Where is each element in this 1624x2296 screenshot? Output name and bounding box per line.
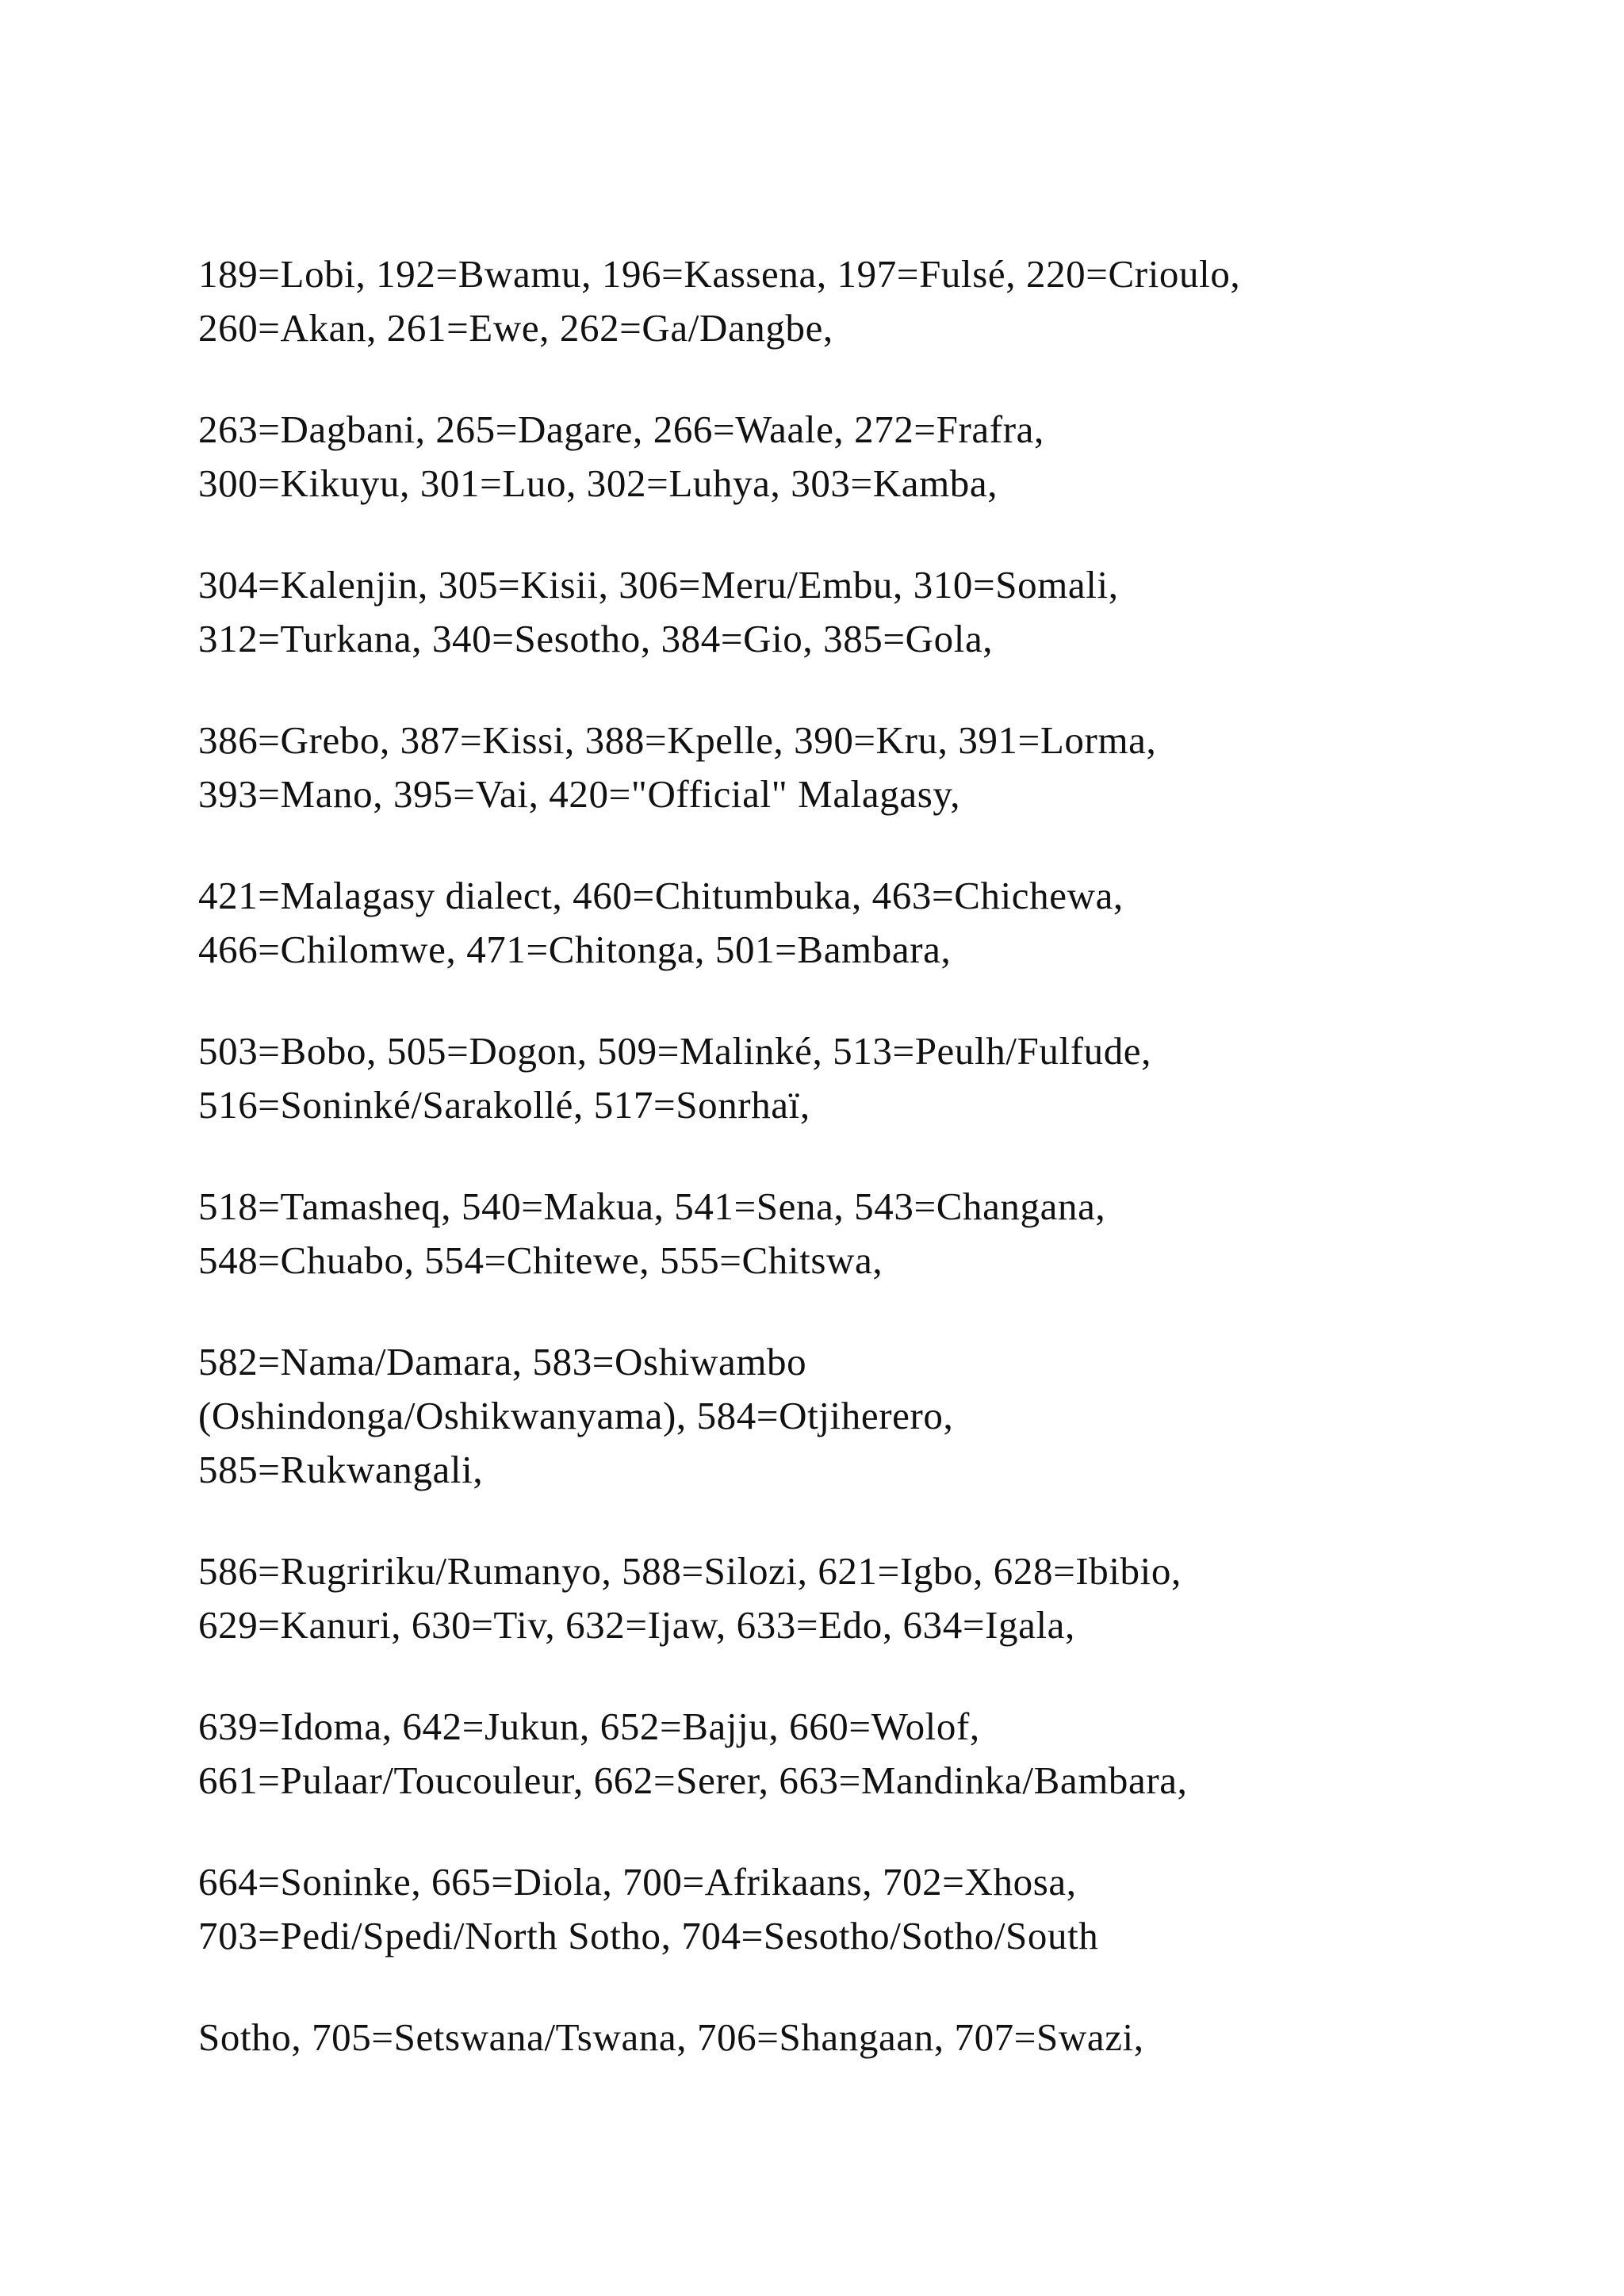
paragraph-11 [198,1855,1546,1963]
text-line: 263=Dagbani, 265=Dagare, 266=Waale, 272=Frafra, [198,408,1044,451]
paragraph-4 [198,714,1546,821]
text-line: 518=Tamasheq, 540=Makua, 541=Sena, 543=Changana, [198,1184,1106,1228]
text-line: 260=Akan, 261=Ewe, 262=Ga/Dangbe, [198,306,833,350]
text-line: 703=Pedi/Spedi/North Sotho, 704=Sesotho/Sotho/South [198,1914,1099,1957]
text-line: 189=Lobi, 192=Bwamu, 196=Kassena, 197=Fulsé, 220=Crioulo, [198,252,1241,296]
paragraph-10 [198,1700,1546,1808]
text-line: 304=Kalenjin, 305=Kisii, 306=Meru/Embu, 310=Somali, [198,563,1119,607]
text-line: 661=Pulaar/Toucouleur, 662=Serer, 663=Mandinka/Bambara, [198,1758,1188,1802]
paragraph-2 [198,403,1546,511]
text-line: 300=Kikuyu, 301=Luo, 302=Luhya, 303=Kamba, [198,461,998,505]
text-line: 639=Idoma, 642=Jukun, 652=Bajju, 660=Wolof, [198,1705,980,1748]
text-line: (Oshindonga/Oshikwanyama), 584=Otjiherero, [198,1394,954,1437]
paragraph-8 [198,1335,1546,1497]
text-line: 664=Soninke, 665=Diola, 700=Afrikaans, 702=Xhosa, [198,1860,1077,1904]
paragraph-6 [198,1024,1546,1132]
text-line: 516=Soninké/Sarakollé, 517=Sonrhaï, [198,1083,810,1127]
text-line: 421=Malagasy dialect, 460=Chitumbuka, 463=Chichewa, [198,874,1124,917]
text-line: 586=Rugririku/Rumanyo, 588=Silozi, 621=Igbo, 628=Ibibio, [198,1549,1182,1593]
text-line: 629=Kanuri, 630=Tiv, 632=Ijaw, 633=Edo, 634=Igala, [198,1603,1075,1647]
text-line: 386=Grebo, 387=Kissi, 388=Kpelle, 390=Kru, 391=Lorma, [198,718,1157,762]
paragraph-1 [198,247,1546,355]
text-line: 393=Mano, 395=Vai, 420="Official" Malagasy, [198,772,961,816]
text-line: 548=Chuabo, 554=Chitewe, 555=Chitswa, [198,1238,883,1282]
text-line: 312=Turkana, 340=Sesotho, 384=Gio, 385=Gola, [198,617,994,660]
paragraph-5 [198,869,1546,977]
paragraph-9 [198,1544,1546,1652]
text-line: 503=Bobo, 505=Dogon, 509=Malinké, 513=Peulh/Fulfude, [198,1029,1152,1073]
text-line: Sotho, 705=Setswana/Tswana, 706=Shangaan, 707=Swazi, [198,2015,1144,2059]
paragraph-12 [198,2011,1546,2064]
text-line: 582=Nama/Damara, 583=Oshiwambo [198,1340,807,1383]
text-line: 585=Rukwangali, [198,1448,484,1491]
paragraph-3 [198,558,1546,666]
paragraph-7 [198,1180,1546,1288]
text-line: 466=Chilomwe, 471=Chitonga, 501=Bambara, [198,928,952,971]
document-body [198,247,1546,2112]
